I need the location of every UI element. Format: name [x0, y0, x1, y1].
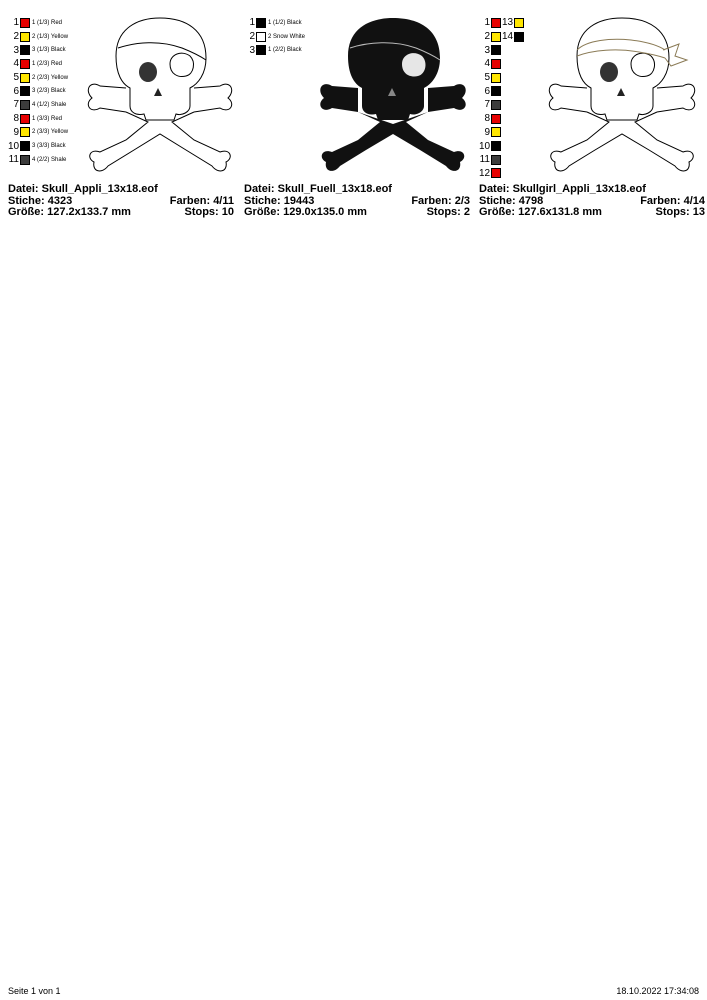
skullgirl-appli-artwork: [547, 16, 697, 176]
color-swatch: [491, 114, 501, 124]
color-row: [479, 84, 524, 98]
color-swatch: [491, 141, 501, 151]
color-list: [8, 16, 68, 167]
color-index: 5: [13, 72, 19, 84]
color-label: 2 Snow White: [268, 33, 306, 40]
color-swatch: [20, 100, 30, 110]
color-label: 1 (1/2) Black: [268, 19, 302, 26]
color-row: [479, 43, 524, 57]
color-swatch: [491, 168, 501, 178]
color-label: 3 (2/3) Black: [32, 88, 66, 95]
color-swatch: [20, 73, 30, 83]
color-row: [479, 112, 524, 126]
color-swatch: [20, 59, 30, 69]
color-count: Farben: 4/14: [640, 194, 705, 207]
design-skull-appli: [8, 16, 238, 226]
color-row: [8, 71, 68, 85]
color-index: 2: [249, 31, 255, 43]
stitch-count: Stiche: 19443: [244, 194, 315, 207]
color-swatch: [256, 45, 266, 55]
design-size: Größe: 129.0x135.0 mm: [244, 206, 367, 218]
color-count: Farben: 2/3: [411, 194, 470, 207]
color-label: 1 (2/3) Red: [32, 60, 63, 67]
color-swatch: [20, 18, 30, 28]
color-row: [479, 57, 524, 71]
color-label: 4 (1/2) Shale: [32, 101, 67, 108]
color-row: [479, 16, 524, 30]
color-swatch: [491, 18, 501, 28]
color-row: [8, 84, 68, 98]
color-index: 3: [249, 44, 255, 56]
color-row: [8, 153, 68, 167]
color-index: 2: [13, 31, 19, 43]
print-timestamp: 18.10.2022 17:34:08: [616, 986, 699, 996]
color-label: 1 (1/3) Red: [32, 19, 63, 26]
color-index: 7: [484, 99, 490, 111]
color-row: [8, 57, 68, 71]
color-row: [244, 16, 305, 30]
color-index: 1: [484, 17, 490, 29]
color-index: 12: [479, 167, 491, 179]
stitch-count: Stiche: 4798: [479, 194, 544, 207]
color-label: 3 (1/3) Black: [32, 47, 66, 54]
color-index: 9: [13, 126, 19, 138]
color-label: 2 (3/3) Yellow: [32, 129, 69, 136]
color-label: 1 (3/3) Red: [32, 115, 63, 122]
stop-count: Stops: 2: [426, 206, 470, 218]
color-row: [479, 71, 524, 85]
color-index: 4: [13, 58, 19, 70]
color-index: 8: [13, 113, 19, 125]
color-swatch: [256, 32, 266, 42]
color-label: 1 (2/2) Black: [268, 47, 302, 54]
color-swatch: [491, 45, 501, 55]
color-row: [8, 139, 68, 153]
color-list: [244, 16, 305, 57]
color-swatch: [256, 18, 266, 28]
page-number: Seite 1 von 1: [8, 986, 61, 996]
color-swatch: [20, 45, 30, 55]
color-index: 9: [484, 126, 490, 138]
design-info: [8, 184, 234, 219]
color-label: 2 (1/3) Yellow: [32, 33, 69, 40]
file-name: Datei: Skullgirl_Appli_13x18.eof: [479, 183, 646, 195]
color-swatch: [491, 100, 501, 110]
color-row: [8, 112, 68, 126]
skull-fuell-artwork: [318, 16, 468, 176]
stop-count: Stops: 10: [184, 206, 234, 218]
color-row: [244, 43, 305, 57]
color-row: [8, 126, 68, 140]
color-row: [8, 98, 68, 112]
color-index: 10: [8, 140, 20, 152]
design-skullgirl-appli: [479, 16, 707, 226]
color-swatch: [491, 127, 501, 137]
design-skull-fuell: [244, 16, 474, 226]
file-name: Datei: Skull_Fuell_13x18.eof: [244, 183, 392, 195]
stitch-count: Stiche: 4323: [8, 194, 73, 207]
color-index: 14: [502, 31, 514, 43]
color-index: 7: [13, 99, 19, 111]
design-size: Größe: 127.2x133.7 mm: [8, 206, 131, 218]
color-label: 2 (2/3) Yellow: [32, 74, 69, 81]
color-index: 2: [484, 31, 490, 43]
color-count: Farben: 4/11: [169, 194, 234, 207]
color-row: [479, 153, 524, 167]
color-row: [8, 43, 68, 57]
color-swatch: [514, 32, 524, 42]
color-index: 4: [484, 58, 490, 70]
design-info: [244, 184, 470, 219]
color-row: [479, 139, 524, 153]
color-index: 11: [479, 154, 490, 166]
color-row: [244, 30, 305, 44]
skull-crossbones-outline-icon: [86, 16, 234, 176]
color-swatch: [491, 59, 501, 69]
stop-count: Stops: 13: [655, 206, 705, 218]
color-swatch: [20, 32, 30, 42]
color-index: 6: [484, 85, 490, 97]
color-index: 3: [484, 44, 490, 56]
color-index: 1: [249, 17, 255, 29]
color-row: [479, 167, 524, 181]
color-row: [479, 126, 524, 140]
color-row: [479, 98, 524, 112]
color-swatch: [491, 73, 501, 83]
color-swatch: [491, 155, 501, 165]
color-swatch: [20, 127, 30, 137]
color-row: [479, 30, 524, 44]
color-swatch: [20, 114, 30, 124]
color-index: 5: [484, 72, 490, 84]
color-row: [8, 30, 68, 44]
color-index: 8: [484, 113, 490, 125]
color-swatch: [491, 86, 501, 96]
color-index: 1: [13, 17, 19, 29]
color-index: 6: [13, 85, 19, 97]
color-index: 13: [502, 17, 514, 29]
color-index: 10: [479, 140, 491, 152]
color-label: 3 (3/3) Black: [32, 143, 66, 150]
color-index: 3: [13, 44, 19, 56]
color-index: 11: [8, 154, 19, 166]
color-swatch: [514, 18, 524, 28]
skull-crossbones-filled-icon: [318, 16, 468, 176]
design-size: Größe: 127.6x131.8 mm: [479, 206, 602, 218]
color-swatch: [20, 86, 30, 96]
color-list: [479, 16, 524, 180]
color-swatch: [20, 155, 30, 165]
file-name: Datei: Skull_Appli_13x18.eof: [8, 183, 158, 195]
color-row: [8, 16, 68, 30]
color-swatch: [20, 141, 30, 151]
color-swatch: [491, 32, 501, 42]
skull-bandana-outline-icon: [547, 16, 697, 176]
design-info: [479, 184, 705, 219]
color-label: 4 (2/2) Shale: [32, 156, 67, 163]
skull-appli-artwork: [86, 16, 234, 176]
